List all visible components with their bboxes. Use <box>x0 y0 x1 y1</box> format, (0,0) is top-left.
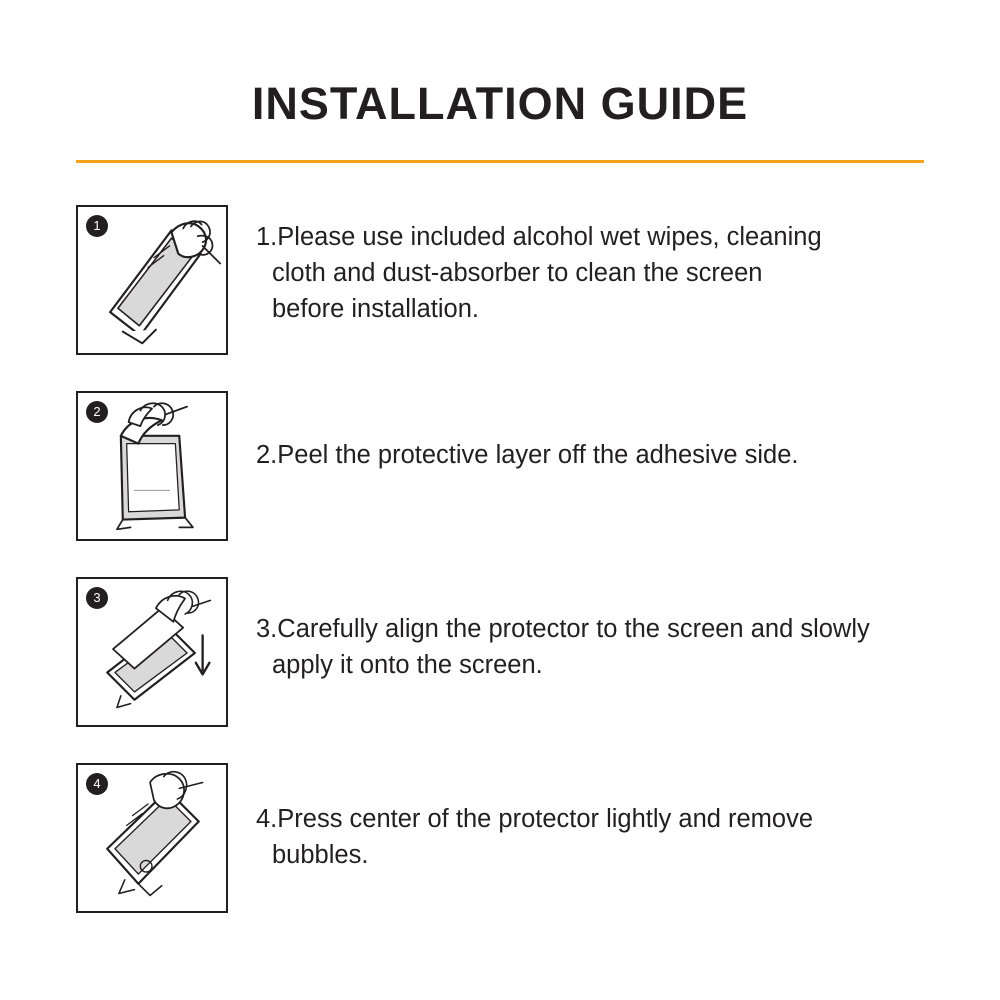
list-item <box>76 391 928 541</box>
step-4-text <box>228 763 928 873</box>
step-3-line-1: Carefully align the protector to the screen and slowly <box>277 615 870 643</box>
step-1-illustration <box>76 205 228 355</box>
step-1-badge: 1 <box>86 215 108 237</box>
step-4-badge: 4 <box>86 773 108 795</box>
title-divider <box>76 160 924 163</box>
step-2-line-1: Peel the protective layer off the adhesive side. <box>277 441 799 469</box>
step-4-line-1: Press center of the protector lightly and remove <box>277 805 814 833</box>
step-1-text <box>228 205 928 328</box>
page-title: INSTALLATION GUIDE <box>251 78 749 129</box>
list-item <box>76 205 928 355</box>
step-4-line-2: bubbles. <box>272 841 369 870</box>
step-2-badge: 2 <box>86 401 108 423</box>
step-3-badge: 3 <box>86 587 108 609</box>
step-2-number: 2. <box>256 441 278 469</box>
step-1-line-2: cloth and dust-absorber to clean the screen <box>272 259 763 288</box>
step-1-line-1: Please use included alcohol wet wipes, cleaning <box>277 223 822 251</box>
step-3-number: 3. <box>256 615 278 643</box>
list-item <box>76 763 928 913</box>
step-3-line-2: apply it onto the screen. <box>272 651 543 680</box>
step-3-illustration <box>76 577 228 727</box>
step-4-illustration <box>76 763 228 913</box>
step-1-line-3: before installation. <box>272 295 479 324</box>
step-4-number: 4. <box>256 805 278 833</box>
steps-list <box>76 205 928 949</box>
step-1-number: 1. <box>256 223 278 251</box>
step-3-text <box>228 577 928 683</box>
list-item <box>76 577 928 727</box>
step-2-text <box>228 391 928 473</box>
step-2-illustration <box>76 391 228 541</box>
